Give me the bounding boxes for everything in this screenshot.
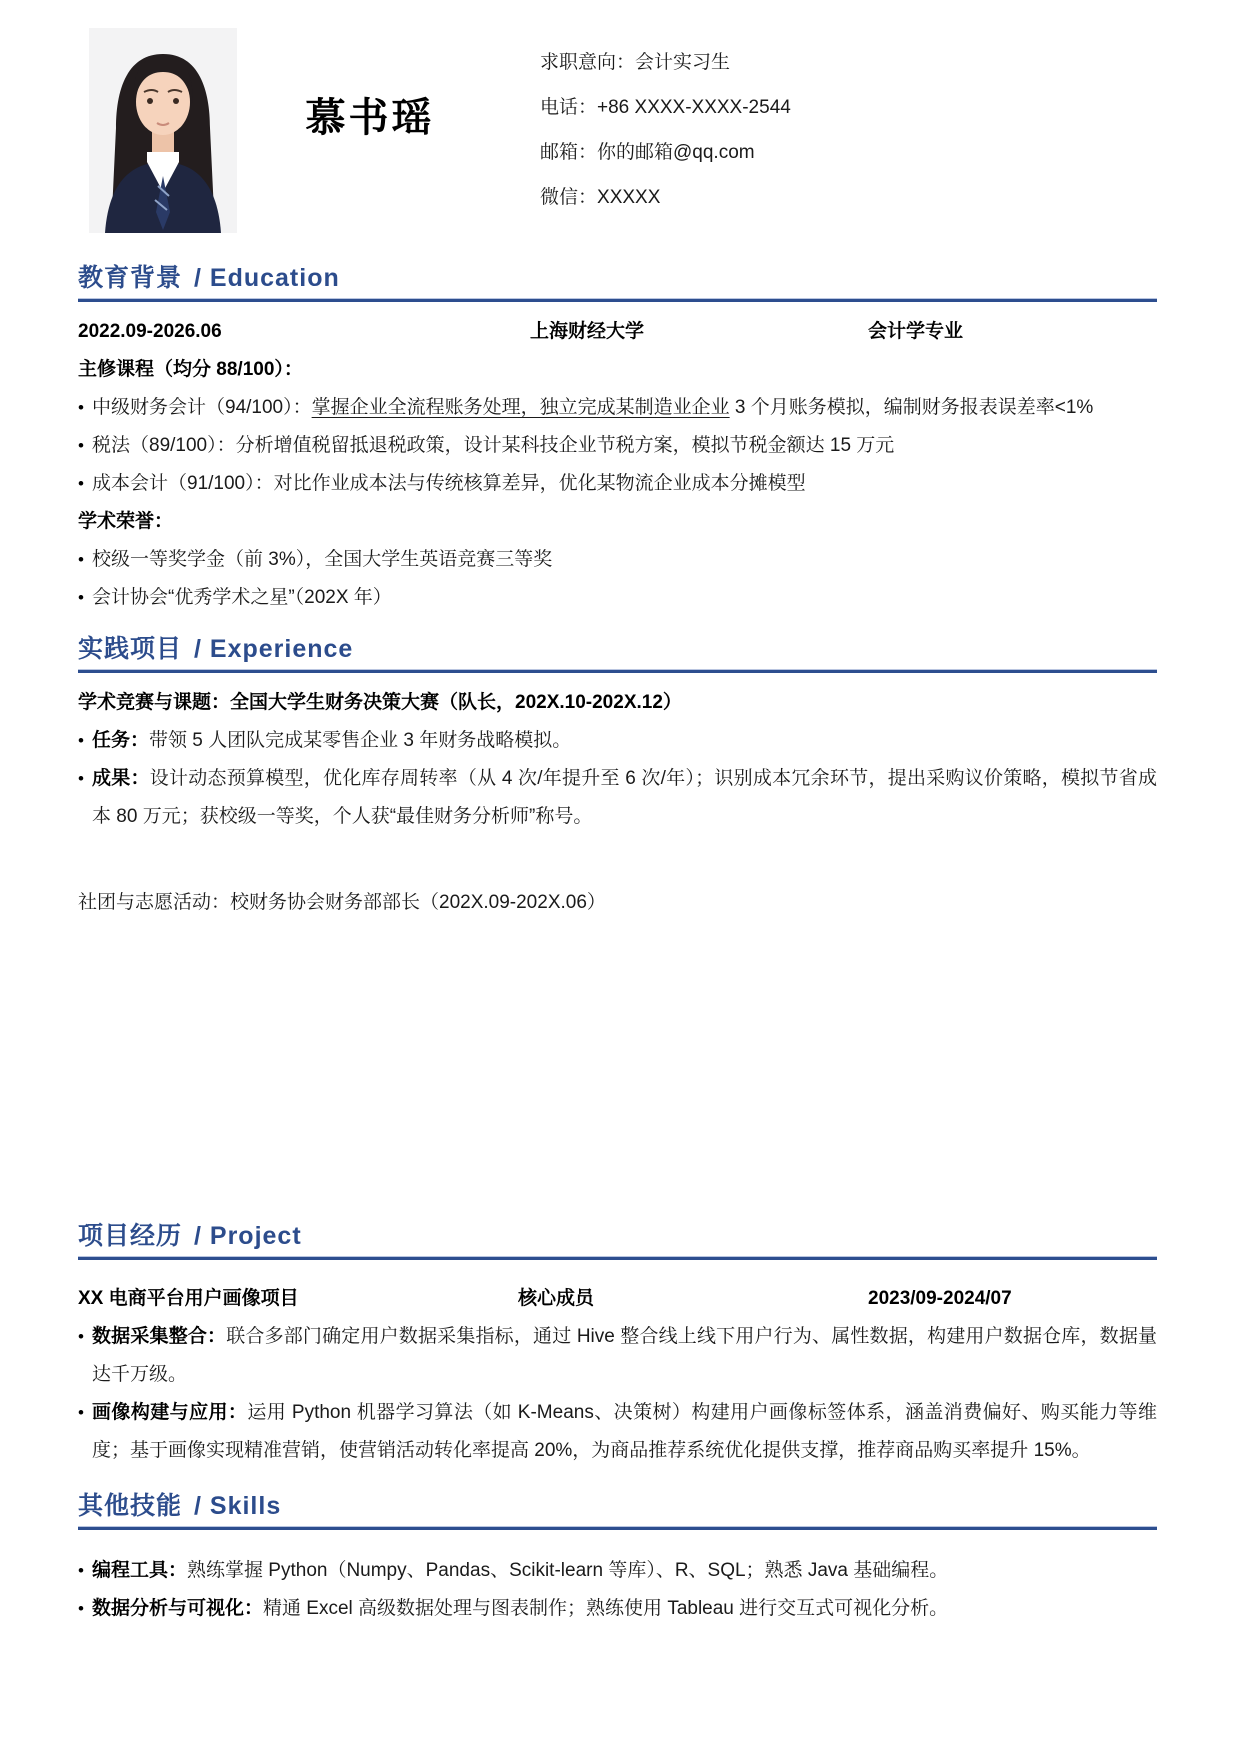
profile-photo [89,28,237,233]
education-major: 会计学专业 [868,321,964,342]
resume-header [78,0,1157,235]
list-item-project: • 画像构建与应用：运用 Python 机器学习算法（如 K-Means、决策树）构建用户画像标签体系，涵盖消费偏好、购买能力等维度；基于画像实现精准营销，使营销活动转化率提高 20%，为商品推荐系统优化提供支撑，推荐商品购买率提升 15%。 [78,1394,1157,1470]
courses-subtitle: 主修课程（均分 88/100）： [78,359,303,380]
project-name: XX 电商平台用户画像项目 [78,1288,299,1309]
section-project-title: 项目经历 / Project [78,1222,302,1250]
section-education-title: 教育背景 / Education [78,264,340,292]
education-period: 2022.09-2026.06 [78,321,222,342]
section-education [78,263,1157,617]
experience-note: 社团与志愿活动：校财务协会财务部部长（202X.09-202X.06） [78,892,606,913]
list-item-honor: • 会计协会“优秀学术之星”（202X 年） [78,579,1157,617]
contact-block [540,40,791,220]
list-item-skill: • 编程工具：熟练掌握 Python（Numpy、Pandas、Scikit-learn 等库）、R、SQL；熟悉 Java 基础编程。 [78,1552,1157,1590]
list-item-course: • 税法（89/100）：分析增值税留抵退税政策，设计某科技企业节税方案，模拟节税金额达 15 万元 [78,427,1157,465]
profile-photo-illustration [89,28,237,233]
section-divider [78,298,1157,302]
honors-subtitle: 学术荣誉： [78,511,174,532]
section-divider [78,1526,1157,1530]
section-skills [78,1491,1157,1628]
list-item-course: • 成本会计（91/100）：对比作业成本法与传统核算差异，优化某物流企业成本分摊模型 [78,465,1157,503]
contact-intention: 求职意向：会计实习生 [540,52,731,73]
contact-wechat: 微信：XXXXX [540,187,661,208]
section-project [78,1221,1157,1470]
section-divider [78,669,1157,673]
list-item-project: • 数据采集整合：联合多部门确定用户数据采集指标，通过 Hive 整合线上线下用户行为、属性数据，构建用户数据仓库，数据量达千万级。 [78,1318,1157,1394]
list-item-result: • 成果：设计动态预算模型，优化库存周转率（从 4 次/年提升至 6 次/年）；识别成本冗余环节，提出采购议价策略，模拟节省成本 80 万元；获校级一等奖，个人获“最佳财务分析师”称号。 [78,760,1157,836]
contact-phone: 电话：+86 XXXX-XXXX-2544 [540,97,791,118]
education-school: 上海财经大学 [530,321,645,342]
contact-email: 邮箱：你的邮箱@qq.com [540,142,755,163]
list-item-honor: • 校级一等奖学金（前 3%），全国大学生英语竞赛三等奖 [78,541,1157,579]
project-row [78,1280,1157,1318]
section-skills-title: 其他技能 / Skills [78,1492,282,1520]
candidate-name: 慕书瑶 [305,96,435,140]
project-period: 2023/09-2024/07 [868,1288,1012,1309]
experience-entry-title: 学术竞赛与课题：全国大学生财务决策大赛（队长，202X.10-202X.12） [78,692,682,713]
list-item-task: • 任务：带领 5 人团队完成某零售企业 3 年财务战略模拟。 [78,722,1157,760]
education-row [78,313,1157,351]
list-item-course: • 中级财务会计（94/100）：掌握企业全流程账务处理，独立完成某制造业企业 3 个月账务模拟，编制财务报表误差率<1% [78,389,1157,427]
section-divider [78,1256,1157,1260]
project-role: 核心成员 [518,1288,595,1309]
list-item-skill: • 数据分析与可视化：精通 Excel 高级数据处理与图表制作；熟练使用 Tableau 进行交互式可视化分析。 [78,1590,1157,1628]
section-experience [78,634,1157,922]
section-experience-title: 实践项目 / Experience [78,635,354,663]
